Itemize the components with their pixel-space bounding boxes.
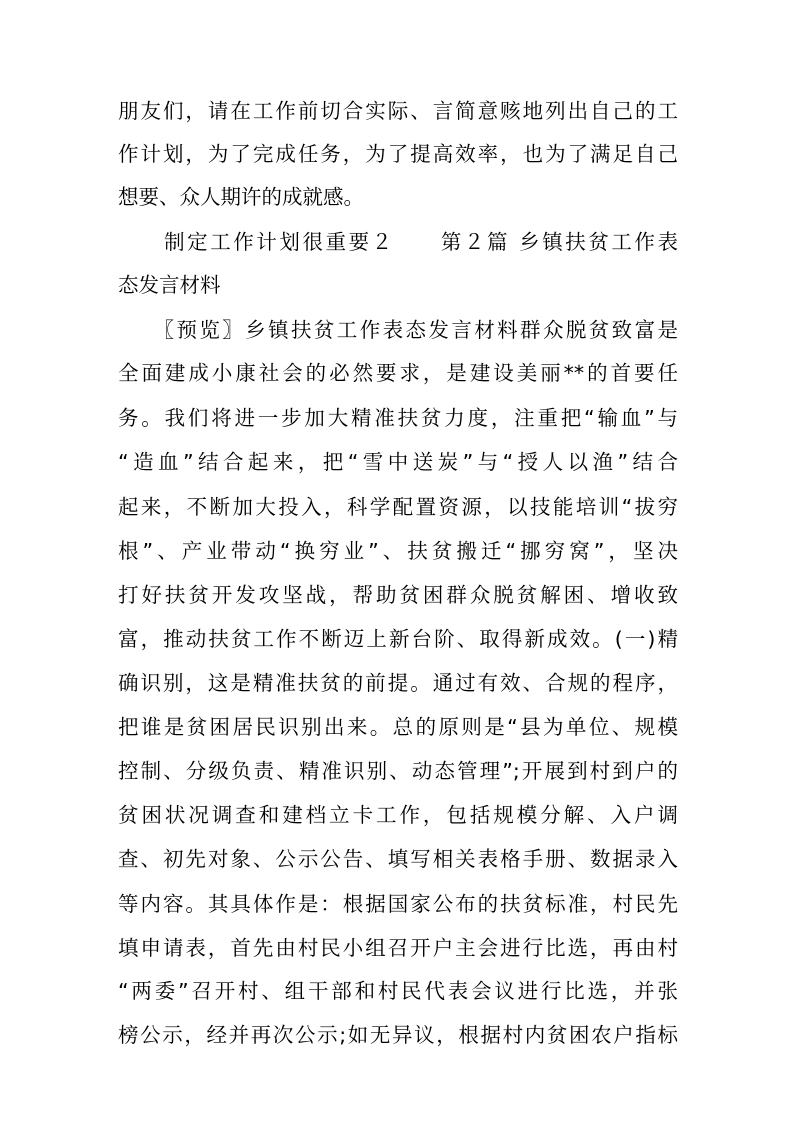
text-line: 把谁是贫困居民识别出来。总的原则是“县为单位、规模	[118, 715, 678, 739]
text-line: 全面建成小康社会的必然要求，是建设美丽**的首要任	[118, 361, 678, 385]
text-line: 起来，不断加大投入，科学配置资源，以技能培训“拔穷	[118, 495, 678, 519]
text-line: 务。我们将进一步加大精准扶贫力度，注重把“输血”与	[118, 406, 678, 430]
text-line: 等内容。其具体作是：根据国家公布的扶贫标准，村民先	[118, 892, 678, 916]
text-line: 控制、分级负责、精准识别、动态管理”;开展到村到户的	[118, 759, 678, 783]
text-line: 贫困状况调查和建档立卡工作，包括规模分解、入户调	[118, 803, 678, 827]
text-line: “造血”结合起来，把“雪中送炭”与“授人以渔”结合	[118, 450, 678, 474]
text-line: 富，推动扶贫工作不断迈上新台阶、取得新成效。(一)精	[118, 627, 678, 651]
text-line: 查、初先对象、公示公告、填写相关表格手册、数据录入	[118, 847, 678, 871]
section-heading-line: 制定工作计划很重要２ 第２篇 乡镇扶贫工作表	[118, 230, 678, 254]
text-line: 想要、众人期许的成就感。	[118, 185, 364, 209]
section-heading-line: 态发言材料	[118, 273, 221, 297]
text-line: 打好扶贫开发攻坚战，帮助贫困群众脱贫解困、增收致	[118, 583, 678, 607]
text-line: 确识别，这是精准扶贫的前提。通过有效、合规的程序，	[118, 671, 678, 695]
text-line: 作计划，为了完成任务，为了提高效率，也为了满足自己	[118, 142, 678, 166]
text-line: 根”、产业带动“换穷业”、扶贫搬迁“挪穷窝”，坚决	[118, 539, 678, 563]
text-line: 朋友们，请在工作前切合实际、言简意赅地列出自己的工	[118, 99, 678, 123]
text-line: 填申请表，首先由村民小组召开户主会进行比选，再由村	[118, 936, 678, 960]
text-line: 榜公示，经并再次公示;如无异议，根据村内贫困农户指标	[118, 1023, 678, 1047]
text-line: 〖预览〗乡镇扶贫工作表态发言材料群众脱贫致富是	[118, 318, 678, 342]
text-line: “两委”召开村、组干部和村民代表会议进行比选，并张	[118, 979, 678, 1003]
